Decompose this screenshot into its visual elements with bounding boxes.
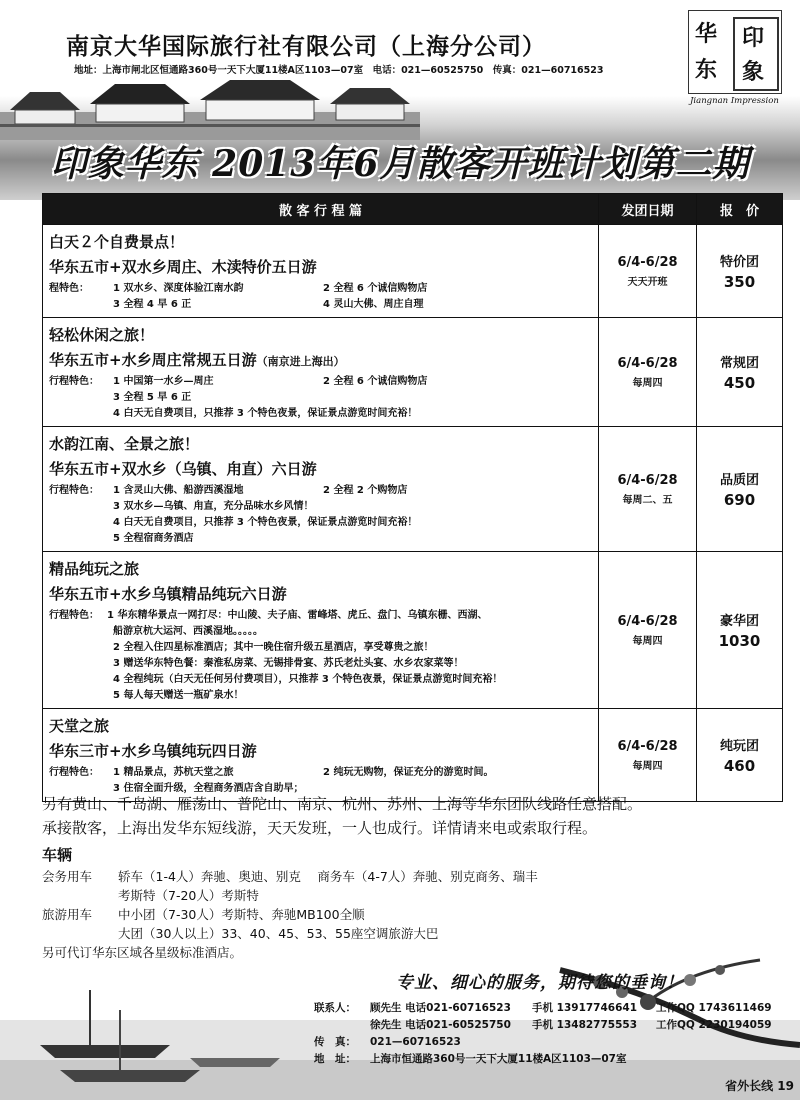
tour-date: 6/4-6/28 每周四 [599, 552, 697, 709]
tour-date: 6/4-6/28 每周四 [599, 318, 697, 427]
table-header-row [43, 194, 783, 225]
tour-price: 常规团 450 [697, 318, 783, 427]
tour-features: 行程特色： 1 华东精华景点一网打尽：中山陵、夫子庙、雷峰塔、虎丘、盘门、乌镇东栅、西湖、 船游京杭大运河、西溪湿地。。。。。 2 全程入住四星标准酒店；其中一晚住宿升级五星酒店，享受尊贵之旅！ 3 赠送华东特色餐：秦淮私房菜、无锡排骨宴、苏氏老灶头宴、水乡农家菜等！ 4 全程纯玩（白天无任何另付费项目），只推荐 3 个特色夜景，保证景点游览时间充裕！ 5 每人每天赠送一瓶矿泉水！ [49, 610, 503, 701]
water-town-scenery [0, 70, 420, 140]
tour-price: 特价团 350 [697, 225, 783, 318]
tour-date: 6/4-6/28 天天开班 [599, 225, 697, 318]
tour-price: 品质团 690 [697, 427, 783, 552]
table-row [43, 225, 783, 318]
tour-date: 6/4-6/28 每周二、五 [599, 427, 697, 552]
tour-features: 行程特色： 1 精品景点，苏杭天堂之旅 2 纯玩无购物，保证充分的游览时间。 3 住宿全面升级，全程商务酒店含自助早； [49, 767, 494, 794]
tour-route: 华东三市+水乡乌镇纯玩四日游 [49, 742, 257, 760]
tour-price: 豪华团 1030 [697, 552, 783, 709]
extra-line: 另有黄山、千岛湖、雁荡山、普陀山、南京、杭州、苏州、上海等华东团队线路任意搭配。 [42, 795, 643, 813]
header-date: 发团日期 [599, 194, 697, 225]
tour-title: 水韵江南、全景之旅！ [49, 435, 200, 453]
seal-char: 东 [695, 57, 718, 83]
vehicle-heading: 车辆 [42, 846, 73, 864]
tour-table [42, 193, 783, 802]
seal-char: 象 [742, 59, 765, 85]
page-title: 印象华东 2013年6月散客开班计划第二期 [50, 143, 750, 185]
tour-features: 程特色： 1 双水乡、深度体验江南水韵 2 全程 6 个诚信购物店 3 全程 4 早 6 正 4 灵山大佛、周庄自理 [49, 283, 428, 310]
tour-title: 轻松休闲之旅！ [49, 326, 155, 344]
vehicle-row: 考斯特（7-20人）考斯特 [118, 888, 259, 903]
tour-route: 华东五市+双水乡周庄、木渎特价五日游 [49, 258, 317, 276]
hotel-note: 另可代订华东区域各星级标准酒店。 [42, 945, 243, 960]
tour-route: 华东五市+水乡乌镇精品纯玩六日游 [49, 585, 287, 603]
header-price: 报 价 [697, 194, 783, 225]
tour-title: 白天２个自费景点！ [49, 233, 185, 251]
seal-char: 华 [695, 21, 718, 47]
page-number: 省外长线 19 [725, 1079, 794, 1093]
header-banner [0, 0, 800, 200]
vehicle-row: 旅游用车 中小团（7-30人）考斯特、奔驰MB100全顺 [42, 907, 365, 922]
tour-date: 6/4-6/28 每周四 [599, 709, 697, 802]
brand-seal-logo [688, 10, 782, 94]
company-name: 南京大华国际旅行社有限公司（上海分公司） [66, 34, 546, 60]
contact-block: 联系人： 顾先生 电话021-60716523 手机 13917746641 工作QQ 1743611469 徐先生 电话021-60525750 手机 13482775553 工作QQ 2230194059 传 真： 021—60716523 地 址： 上海市恒通路360号一天下大厦11楼A区1103—07室 [314, 1002, 772, 1065]
tour-route: 华东五市+双水乡（乌镇、甪直）六日游 [49, 460, 317, 478]
company-address-line: 地址：上海市闸北区恒通路360号一天下大厦11楼A区1103—07室 电话：021—60525750 传真：021—60716523 [74, 65, 604, 76]
tour-features: 行程特色： 1 含灵山大佛、船游西溪湿地 2 全程 2 个购物店 3 双水乡—乌镇、甪直，充分品味水乡风情！ 4 白天无自费项目，只推荐 3 个特色夜景，保证景点游览时间充裕！ 5 全程宿商务酒店 [49, 485, 418, 544]
extra-info [42, 792, 642, 840]
tour-route: 华东五市+水乡周庄常规五日游（南京进上海出） [49, 351, 345, 369]
tour-price: 纯玩团 460 [697, 709, 783, 802]
seal-char: 印 [742, 25, 765, 51]
table-row [43, 709, 783, 802]
extra-line: 承接散客，上海出发华东短线游，天天发班，一人也成行。详情请来电或索取行程。 [42, 819, 598, 837]
header-route: 散 客 行 程 篇 [43, 194, 599, 225]
table-row [43, 318, 783, 427]
vehicle-row: 大团（30人以上）33、40、45、53、55座空调旅游大巴 [118, 926, 439, 941]
seal-caption: Jiangnan Impression [690, 96, 779, 106]
tour-features: 行程特色： 1 中国第一水乡—周庄 2 全程 6 个诚信购物店 3 全程 5 早 6 正 4 白天无自费项目，只推荐 3 个特色夜景，保证景点游览时间充裕！ [49, 376, 428, 419]
vehicle-section [42, 846, 538, 962]
table-row [43, 427, 783, 552]
slogan: 专业、细心的服务，期待您的垂询！ [396, 973, 684, 993]
tour-title: 精品纯玩之旅 [49, 560, 140, 578]
table-row [43, 552, 783, 709]
tour-title: 天堂之旅 [49, 717, 110, 735]
vehicle-row: 会务用车 轿车（1-4人）奔驰、奥迪、别克 商务车（4-7人）奔驰、别克商务、瑞丰 [42, 869, 538, 884]
